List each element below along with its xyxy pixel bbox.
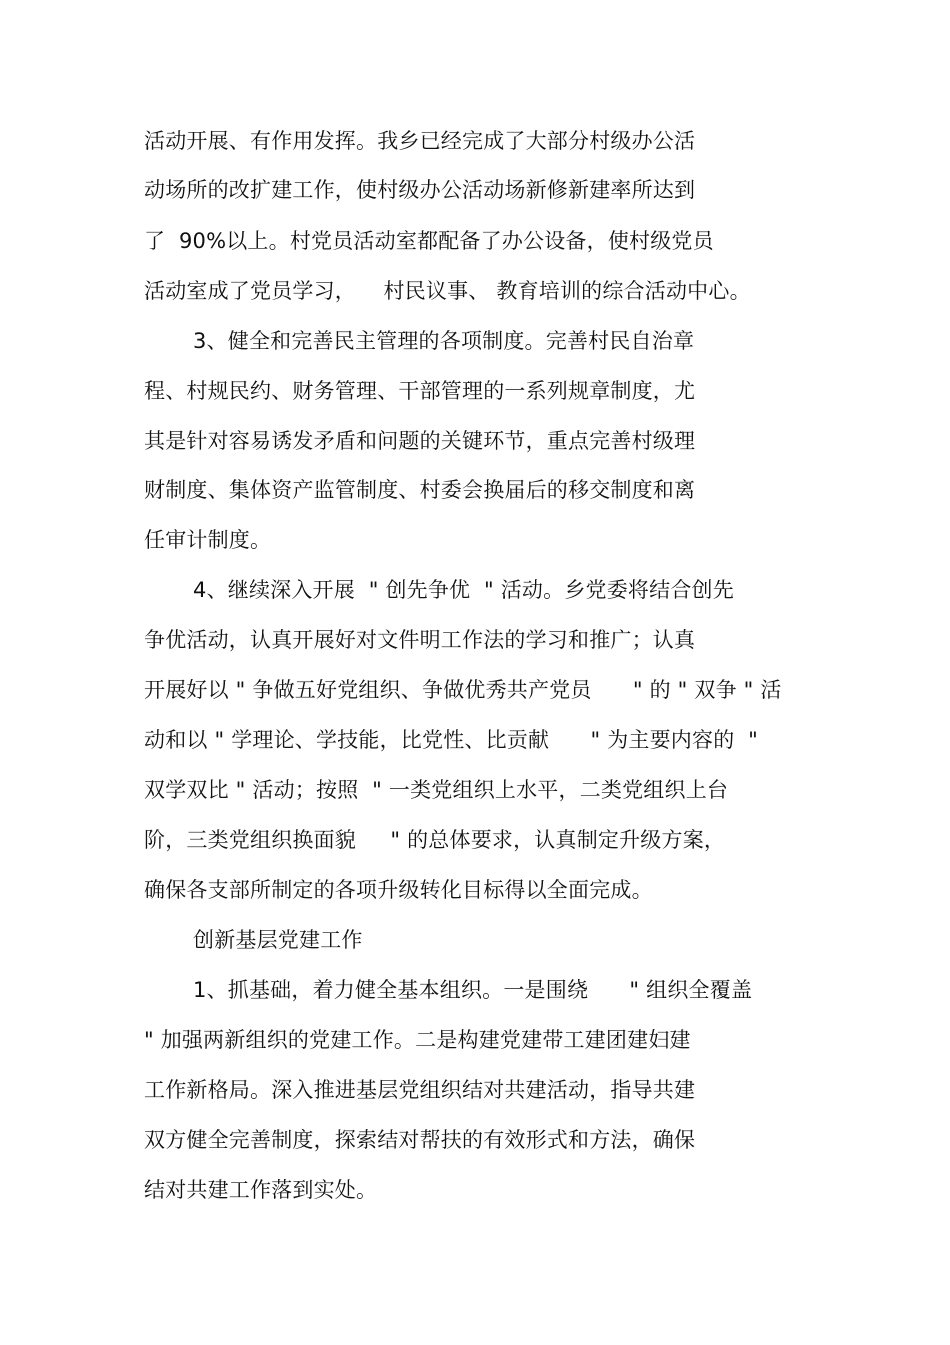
text-line: 4、继续深入开展 " 创先争优 " 活动。乡党委将结合创先 (193, 578, 734, 602)
text-line: 财制度、集体资产监管制度、村委会换届后的移交制度和离 (144, 478, 696, 502)
text-line: 动和以 " 学理论、学技能，比党性、比贡献 " 为主要内容的 " (144, 728, 759, 752)
text-line: 结对共建工作落到实处。 (144, 1178, 378, 1202)
text-line: 争优活动，认真开展好对文件明工作法的学习和推广；认真 (144, 628, 696, 652)
text-line: 活动开展、有作用发挥。我乡已经完成了大部分村级办公活 (144, 129, 696, 153)
text-line: 开展好以 " 争做五好党组织、争做优秀共产党员 " 的 " 双争 " 活 (144, 678, 782, 702)
text-line: 双方健全完善制度，探索结对帮扶的有效形式和方法，确保 (144, 1128, 696, 1152)
text-line: 3、健全和完善民主管理的各项制度。完善村民自治章 (193, 329, 695, 353)
section-heading: 创新基层党建工作 (193, 928, 363, 952)
text-line: 确保各支部所制定的各项升级转化目标得以全面完成。 (144, 878, 653, 902)
text-line: 工作新格局。深入推进基层党组织结对共建活动，指导共建 (144, 1078, 696, 1102)
text-line: 阶，三类党组织换面貌 " 的总体要求，认真制定升级方案， (144, 828, 726, 852)
text-line: " 加强两新组织的党建工作。二是构建党建带工建团建妇建 (144, 1028, 691, 1052)
text-line: 活动室成了党员学习， 村民议事、 教育培训的综合活动中心。 (144, 279, 751, 303)
text-line: 双学双比 " 活动；按照 " 一类党组织上水平，二类党组织上台 (144, 778, 729, 802)
text-line: 任审计制度。 (144, 528, 272, 552)
text-line: 程、村规民约、财务管理、干部管理的一系列规章制度，尤 (144, 379, 696, 403)
text-line: 其是针对容易诱发矛盾和问题的关键环节，重点完善村级理 (144, 429, 696, 453)
text-line: 1、抓基础，着力健全基本组织。一是围绕 " 组织全覆盖 (193, 978, 753, 1002)
text-line: 动场所的改扩建工作，使村级办公活动场新修新建率所达到 (144, 178, 696, 202)
text-line: 了 90%以上。村党员活动室都配备了办公设备，使村级党员 (144, 229, 714, 253)
